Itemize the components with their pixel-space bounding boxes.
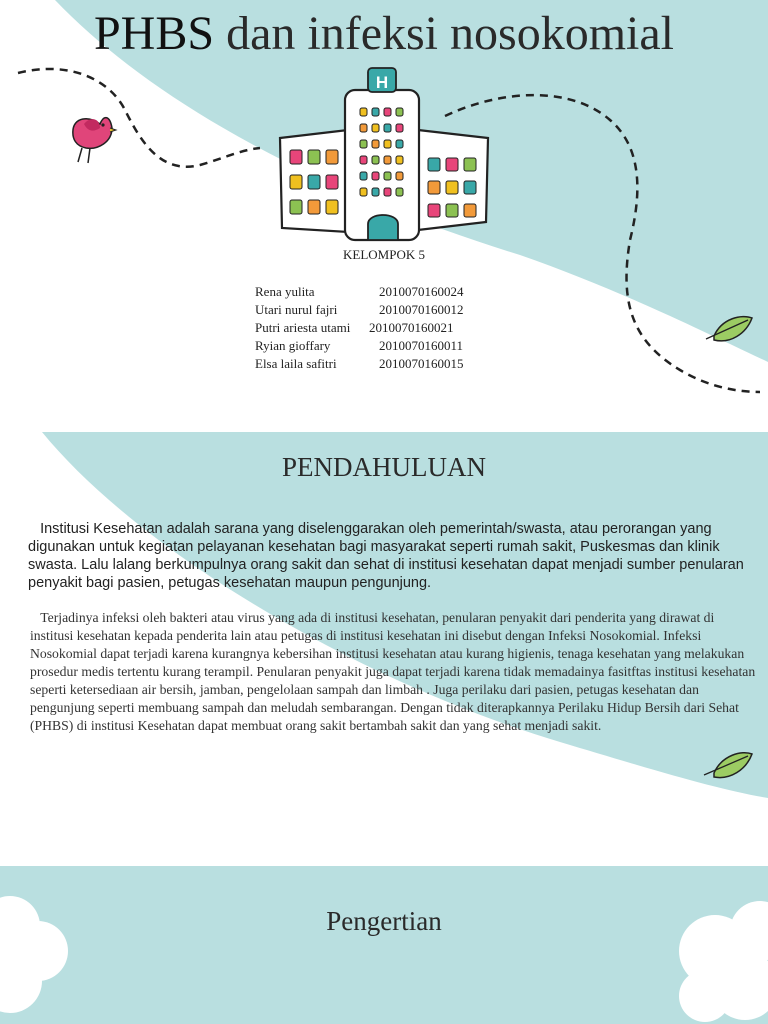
window	[326, 200, 338, 214]
window	[308, 175, 320, 189]
bird-icon	[73, 118, 116, 163]
member-name: Utari nurul fajri	[255, 302, 338, 317]
window	[446, 204, 458, 217]
member-name: Elsa laila safitri	[255, 356, 337, 371]
section-title: PENDAHULUAN	[282, 452, 486, 482]
section-title: Pengertian	[326, 906, 442, 936]
member-nim: 2010070160011	[379, 338, 464, 353]
slide-pendahuluan	[0, 432, 768, 866]
window	[428, 181, 440, 194]
window	[464, 158, 476, 171]
window	[384, 140, 391, 148]
window	[396, 124, 403, 132]
body-paragraph: Terjadinya infeksi oleh bakteri atau virus yang ada di institusi kesehatan, penularan penyakit dari penderita yang dirawat di institusi kesehatan kepada penderita lain atau petugas di institusi kesehatan ini disebut dengan Infeksi Nosokomial. Infeksi Nosokomial dapat terjadi karena kurangnya kebersihan institusi kesehatan atau kurang higienis, tenaga kesehatan yang melakukan prosedur medis tertentu kurang terampil. Penularan penyakit juga dapat terjadi karena tidak memadainya fasitftas institusi kesehatan seperti ketersediaan air bersih, jamban, pengelolaan sampah dan limbah . Juga perilaku dari pasien, petugas kesehatan dan pengunjung seperti membuang sampah dan meludah sembarangan. Dengan tidak diterapkannya Perilaku Hidup Bersih dari Sehat (PHBS) di institusi Kesehatan dapat membuat orang sakit bertambah sakit dan yang sehat menjadi sakit.	[30, 610, 756, 733]
slide3-background	[0, 866, 768, 1024]
presentation-title: PHBS dan infeksi nosokomial	[93, 7, 674, 60]
window	[372, 172, 379, 180]
window	[396, 172, 403, 180]
window	[360, 172, 367, 180]
slide-pengertian	[0, 866, 768, 1024]
member-nim: 2010070160015	[379, 356, 464, 371]
window	[290, 200, 302, 214]
window	[428, 204, 440, 217]
window	[308, 200, 320, 214]
window	[428, 158, 440, 171]
member-name: Rena yulita	[255, 284, 315, 299]
window	[372, 124, 379, 132]
window	[326, 150, 338, 164]
window	[308, 150, 320, 164]
member-name: Putri ariesta utami	[255, 320, 351, 335]
window	[464, 204, 476, 217]
window	[326, 175, 338, 189]
window	[396, 140, 403, 148]
window	[446, 181, 458, 194]
group-label: KELOMPOK 5	[343, 247, 425, 262]
hospital-sign: H	[375, 73, 389, 92]
window	[290, 150, 302, 164]
window	[372, 156, 379, 164]
intro-paragraph: Institusi Kesehatan adalah sarana yang diselenggarakan oleh pemerintah/swasta, atau perorangan yang digunakan untuk kegiatan pelayanan kesehatan bagi masyarakat seperti rumah sakit, Puskesmas dan klinik swasta. Lalu lalang berkumpulnya orang sakit dan sehat di institusi kesehatan dapat menjadi sumber penularan penyakit bagi pasien, petugas kesehatan maupun pengunjung.	[28, 521, 744, 591]
window	[384, 188, 391, 196]
window	[360, 108, 367, 116]
window	[360, 156, 367, 164]
window	[384, 172, 391, 180]
slide-title	[0, 0, 768, 432]
window	[396, 188, 403, 196]
window	[372, 188, 379, 196]
window	[290, 175, 302, 189]
window	[360, 124, 367, 132]
window	[360, 140, 367, 148]
window	[360, 188, 367, 196]
window	[372, 140, 379, 148]
window	[446, 158, 458, 171]
window	[396, 156, 403, 164]
window	[464, 181, 476, 194]
window	[396, 108, 403, 116]
member-name: Ryian gioffary	[255, 338, 331, 353]
member-nim: 2010070160021	[369, 320, 454, 335]
member-nim: 2010070160024	[379, 284, 464, 299]
window	[384, 124, 391, 132]
window	[384, 108, 391, 116]
window	[384, 156, 391, 164]
member-nim: 2010070160012	[379, 302, 464, 317]
window	[372, 108, 379, 116]
